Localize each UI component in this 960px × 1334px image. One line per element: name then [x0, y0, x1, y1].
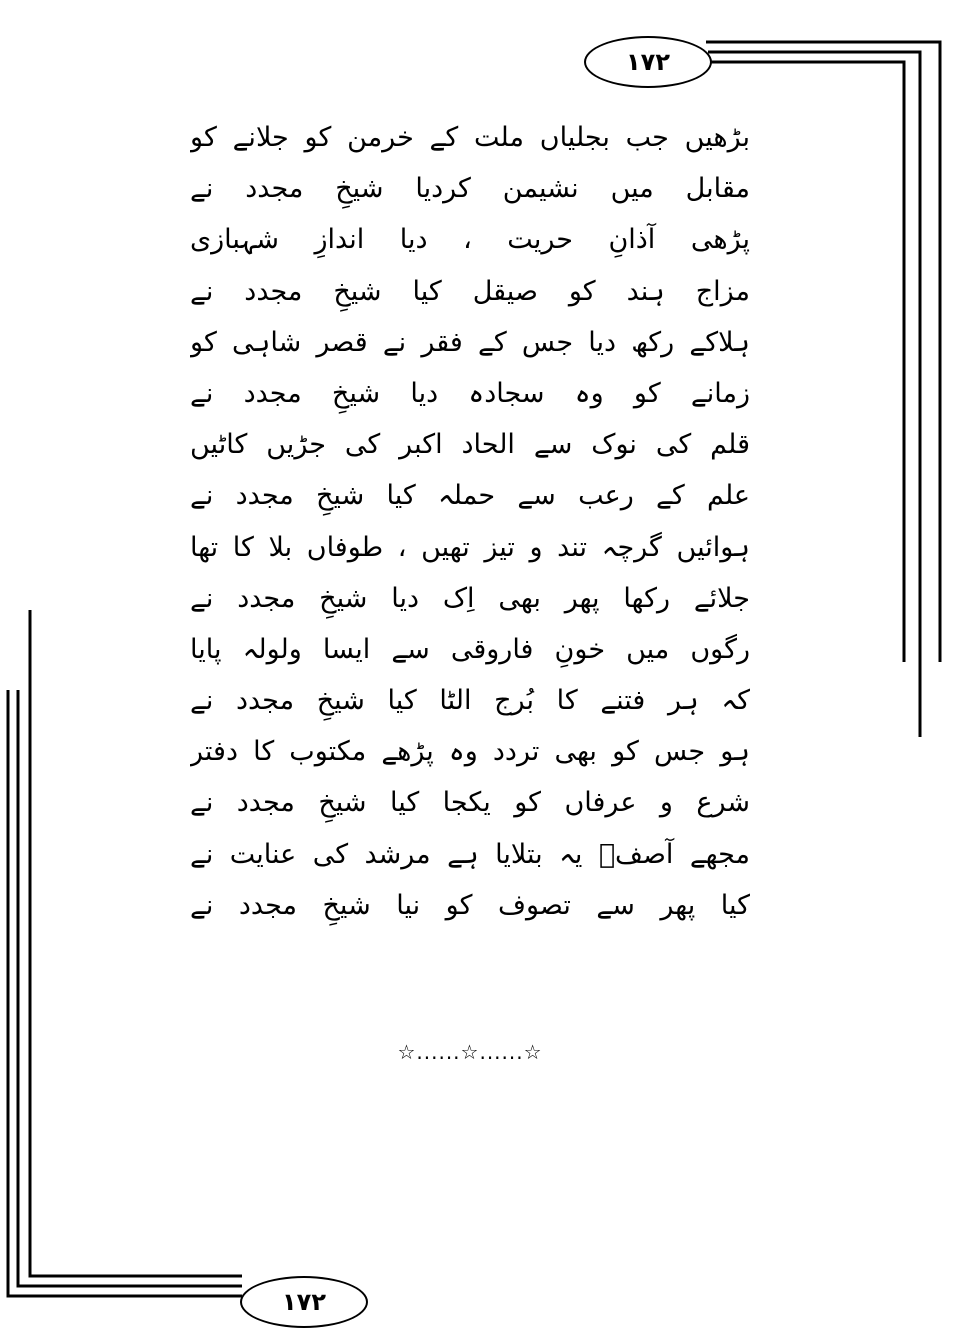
poem-line: ہلاکے رکھ دیا جس کے فقر نے قصر شاہی کو — [190, 326, 750, 358]
poem-line: زمانے کو وہ سجادہ دیا شیخِ مجدد نے — [190, 377, 750, 409]
poem-line: پڑھی آذانِ حریت ، دیا اندازِ شہبازی — [190, 224, 750, 256]
poem-line: رگوں میں خونِ فاروقی سے ایسا ولولہ پایا — [190, 633, 750, 665]
poem-line: مقابل میں نشیمن کردیا شیخِ مجدد نے — [190, 173, 750, 205]
poem-line: مجھے آصفؔ یہ بتلایا ہے مرشد کی عنایت نے — [190, 838, 750, 870]
poem-line: علم کے رعب سے حملہ کیا شیخِ مجدد نے — [190, 480, 750, 512]
poem-line: شرع و عرفاں کو یکجا کیا شیخِ مجدد نے — [190, 787, 750, 819]
star-ornament-divider: ☆......☆......☆ — [397, 1040, 543, 1064]
poem-line: جلائے رکھا پھر بھی اِک دیا شیخِ مجدد نے — [190, 582, 750, 614]
page-number-top: ١٧٢ — [584, 36, 712, 88]
poem — [190, 112, 750, 931]
poem-line: کہ ہر فتنے کا بُرج الٹا کیا شیخِ مجدد نے — [190, 685, 750, 717]
poem-line: مزاج ہند کو صیقل کیا شیخِ مجدد نے — [190, 275, 750, 307]
poem-line: ہو جس کو بھی تردد وہ پڑھے مکتوب کا دفتر — [190, 736, 750, 768]
poem-line: قلم کی نوک سے الحاد اکبر کی جڑیں کاٹیں — [190, 429, 750, 461]
poem-line: ہوائیں گرچہ تند و تیز تھیں ، طوفاں بلا کا تھا — [190, 531, 750, 563]
poem-line: کیا پھر سے تصوف کو نیا شیخِ مجدد نے — [190, 889, 750, 921]
poem-line: بڑھیں جب بجلیاں ملت کے خرمن کو جلانے کو — [190, 122, 750, 153]
page-number-bottom: ١٧٢ — [240, 1276, 368, 1328]
